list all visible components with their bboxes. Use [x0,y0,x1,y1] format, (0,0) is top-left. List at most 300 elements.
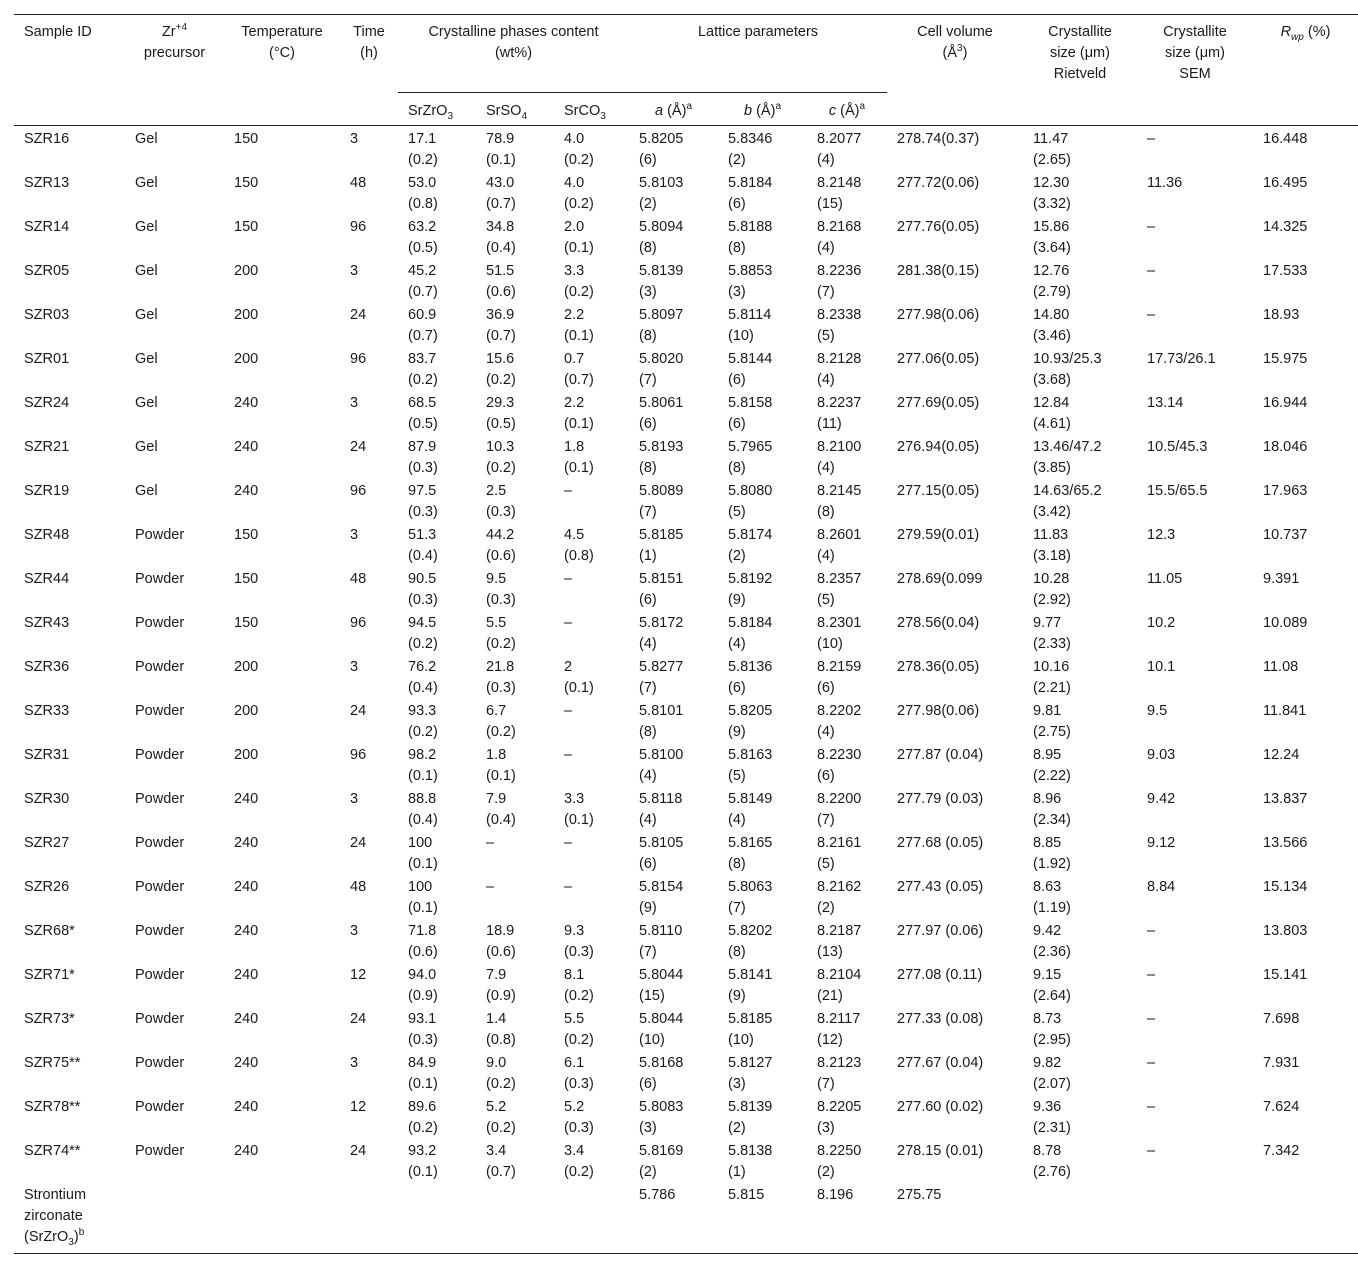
cell-a: 5.8110 (7) [639,923,683,960]
cell-srzro3: 94.5 (0.2) [408,615,438,652]
cell-id: SZR26 [24,879,70,895]
cell-sem: 11.05 [1147,571,1183,587]
cell-temp: 150 [234,175,259,191]
cell-rwp: 16.448 [1253,126,1358,174]
cell-time: 24 [350,439,367,455]
header-time: Time (h) [340,15,398,126]
cell-srco3: 3.3 (0.1) [564,791,594,828]
cell-prec: Gel [135,219,158,235]
cell-prec: Gel [135,439,158,455]
table-row [14,349,1358,393]
cell-srso4: 6.7 (0.2) [486,703,516,740]
cell-srso4: 21.8 (0.3) [486,659,516,696]
cell-c: 8.2168 (4) [817,219,862,256]
cell-srzro3: 45.2 (0.7) [408,263,438,300]
cell-sem: – [1147,1011,1156,1027]
cell-vol: 277.15(0.05) [897,483,980,499]
cell-id: SZR75** [24,1055,81,1071]
cell-time: 3 [350,659,359,675]
cell-sem: – [1147,967,1156,983]
cell-b: 5.8174 (2) [728,527,773,564]
cell-temp: 150 [224,126,340,174]
header-b: b (Å)$^a$ [744,101,781,119]
cell-time: 24 [350,307,367,323]
cell-id: SZR21 [24,439,70,455]
table-row [14,833,1358,877]
cell-rwp: 9.391 [1263,571,1300,587]
cell-riet: 11.47 (2.65) [1023,126,1137,174]
cell-id: SZR01 [24,351,70,367]
cell-rwp: 15.134 [1263,879,1308,895]
cell-c: 8.2117 (12) [817,1011,861,1048]
table-row [14,126,1358,174]
cell-empty [1137,1185,1253,1254]
cell-b: 5.8141 (9) [728,967,773,1004]
cell-temp: 240 [234,1143,259,1159]
cell-vol: 278.74(0.37) [887,126,1023,174]
table-row [14,965,1358,1009]
cell-id: SZR48 [24,527,70,543]
cell-vol: 277.67 (0.04) [897,1055,984,1071]
cell-vol: 277.08 (0.11) [897,967,983,983]
cell-temp: 240 [234,483,259,499]
cell-riet: 8.73 (2.95) [1033,1011,1071,1048]
cell-temp: 200 [234,351,259,367]
cell-id: SZR16 [14,126,125,174]
cell-sem: 12.3 [1147,527,1176,543]
cell-srso4: 44.2 (0.6) [486,527,516,564]
cell-srzro3: 89.6 (0.2) [408,1099,438,1136]
cell-b: 5.8205 (9) [728,703,773,740]
cell-sem: 9.03 [1147,747,1176,763]
cell-sem: 8.84 [1147,879,1176,895]
cell-srzro3: 71.8 (0.6) [408,923,438,960]
cell-sem: 13.14 [1147,395,1184,411]
cell-srco3: – [564,747,573,763]
cell-a: 5.8061 (6) [639,395,684,432]
cell-vol: 281.38(0.15) [897,263,980,279]
cell-srco3: 9.3 (0.3) [564,923,594,960]
table-row [14,1053,1358,1097]
cell-temp: 150 [234,527,259,543]
cell-srzro3: 90.5 (0.3) [408,571,438,608]
cell-riet: 12.76 (2.79) [1033,263,1071,300]
cell-b: 5.8202 (8) [728,923,773,960]
cell-id: SZR44 [24,571,70,587]
cell-reference-b: 5.815 [718,1185,807,1254]
cell-srzro3: 88.8 (0.4) [408,791,438,828]
cell-id: SZR68* [24,923,75,939]
cell-empty [125,1185,224,1254]
cell-srco3: 2.2 (0.1) [564,307,594,344]
cell-b: 5.8185 (10) [728,1011,773,1048]
cell-prec: Powder [135,703,185,719]
cell-temp: 150 [234,615,259,631]
cell-c: 8.2230 (6) [817,747,862,784]
cell-empty [340,1185,398,1254]
cell-a: 5.8044 (10) [639,1011,684,1048]
header-temperature: Temperature (°C) [224,15,340,126]
table-row [14,1097,1358,1141]
cell-srzro3: 94.0 (0.9) [408,967,438,1004]
cell-c: 8.2187 (13) [817,923,862,960]
cell-time: 96 [350,615,367,631]
cell-srso4: – [486,835,495,851]
header-sample-id: Sample ID [14,15,125,126]
cell-time: 96 [350,219,367,235]
cell-id: SZR71* [24,967,75,983]
cell-sem: – [1147,263,1156,279]
cell-a: 5.8089 (7) [639,483,684,520]
table-row [14,789,1358,833]
cell-empty [398,1185,476,1254]
cell-time: 3 [350,263,359,279]
cell-time: 24 [350,1143,367,1159]
cell-temp: 200 [234,659,259,675]
cell-prec: Powder [135,1099,185,1115]
cell-prec: Powder [135,835,185,851]
cell-vol: 278.69(0.099 [897,571,983,587]
cell-rwp: 13.837 [1263,791,1308,807]
cell-time: 3 [340,126,398,174]
results-table [14,14,1358,1254]
cell-rwp: 7.624 [1263,1099,1300,1115]
cell-vol: 277.06(0.05) [897,351,980,367]
cell-id: SZR24 [24,395,70,411]
cell-srco3: – [564,879,573,895]
cell-a: 5.8101 (8) [639,703,684,740]
header-srso4: SrSO$_4$ [486,103,528,122]
cell-b: 5.8192 (9) [728,571,773,608]
reference-row [14,1185,1358,1254]
cell-b: 5.8163 (5) [728,747,773,784]
cell-empty [476,1185,554,1254]
cell-riet: 8.85 (1.92) [1033,835,1071,872]
cell-prec: Gel [135,307,158,323]
cell-a: 5.8172 (4) [639,615,684,652]
cell-srso4: 5.5 (0.2) [486,615,516,652]
cell-a: 5.8094 (8) [639,219,684,256]
header-crystallite-sem: Crystallite size (μm) SEM [1137,15,1253,126]
cell-riet: 9.36 (2.31) [1033,1099,1071,1136]
cell-rwp: 17.533 [1263,263,1308,279]
cell-id: SZR33 [24,703,70,719]
cell-id: SZR03 [24,307,70,323]
cell-srzro3: 53.0 (0.8) [408,175,438,212]
cell-id: SZR74** [24,1143,81,1159]
cell-prec: Powder [135,923,185,939]
cell-b: 5.7965 (8) [728,439,773,476]
cell-a: 5.8100 (4) [639,747,684,784]
cell-c: 8.2205 (3) [817,1099,862,1136]
cell-c: 8.2128 (4) [817,351,862,388]
cell-riet: 10.93/25.3 (3.68) [1033,351,1102,388]
cell-srzro3: 93.1 (0.3) [408,1011,438,1048]
cell-id: SZR78** [24,1099,81,1115]
cell-srzro3: 100 (0.1) [408,879,438,916]
cell-srzro3: 83.7 (0.2) [408,351,438,388]
cell-srco3: 3.3 (0.2) [564,263,594,300]
cell-time: 24 [350,835,367,851]
cell-id: SZR73* [24,1011,75,1027]
cell-time: 96 [350,483,367,499]
cell-empty [1023,1185,1137,1254]
cell-rwp: 13.803 [1263,923,1308,939]
cell-rwp: 7.931 [1263,1055,1300,1071]
cell-vol: 277.68 (0.05) [897,835,984,851]
cell-temp: 240 [234,923,259,939]
table-row [14,305,1358,349]
cell-srzro3: 63.2 (0.5) [408,219,438,256]
cell-srso4: 36.9 (0.7) [486,307,516,344]
cell-a: 5.8083 (3) [639,1099,684,1136]
cell-vol: 277.43 (0.05) [897,879,984,895]
cell-a: 5.8103 (2) [639,175,684,212]
cell-c: 8.2100 (4) [817,439,862,476]
header-phases: Crystalline phases content (wt%) [398,15,629,93]
cell-a: 5.8169 (2) [639,1143,684,1180]
cell-b: 5.8080 (5) [728,483,773,520]
cell-reference-a: 5.786 [629,1185,718,1254]
cell-riet: 9.82 (2.07) [1033,1055,1071,1092]
cell-temp: 240 [234,879,259,895]
cell-time: 3 [350,791,359,807]
cell-id: SZR31 [24,747,70,763]
cell-srco3: – [564,571,573,587]
cell-riet: 12.30 (3.32) [1033,175,1071,212]
cell-time: 96 [350,747,367,763]
cell-c: 8.2237 (11) [817,395,862,432]
cell-srso4: 10.3 (0.2) [486,439,516,476]
cell-time: 48 [350,175,367,191]
cell-c: 8.2104 (21) [817,967,862,1004]
cell-vol: 279.59(0.01) [897,527,980,543]
cell-a: 5.8139 (3) [639,263,684,300]
cell-srco3: 6.1 (0.3) [564,1055,594,1092]
cell-rwp: 18.93 [1263,307,1300,323]
cell-prec: Powder [135,1055,185,1071]
cell-riet: 9.77 (2.33) [1033,615,1071,652]
cell-prec: Gel [135,263,158,279]
cell-id: SZR43 [24,615,70,631]
cell-c: 8.2250 (2) [817,1143,862,1180]
cell-a: 5.8168 (6) [639,1055,684,1092]
cell-sem: 17.73/26.1 [1147,351,1216,367]
cell-prec: Gel [135,175,158,191]
cell-empty [1253,1185,1358,1254]
cell-b: 5.8853 (3) [728,263,773,300]
cell-temp: 240 [234,1011,259,1027]
cell-sem: 9.42 [1147,791,1176,807]
cell-a: 5.8193 (8) [639,439,684,476]
cell-srco3: 4.5 (0.8) [564,527,594,564]
cell-id: SZR13 [24,175,70,191]
cell-rwp: 16.944 [1263,395,1308,411]
header-rwp: $R_{wp}$ (%) [1253,15,1358,126]
cell-rwp: 17.963 [1263,483,1308,499]
cell-vol: 278.15 (0.01) [897,1143,984,1159]
cell-vol: 277.97 (0.06) [897,923,984,939]
cell-c: 8.2145 (8) [817,483,862,520]
table-row [14,481,1358,525]
cell-vol: 277.72(0.06) [897,175,980,191]
cell-a: 5.8118 (4) [639,791,683,828]
cell-id: SZR30 [24,791,70,807]
cell-riet: 11.83 (3.18) [1033,527,1071,564]
cell-srso4: – [486,879,495,895]
cell-srso4: 3.4 (0.7) [486,1143,516,1180]
cell-srzro3: 87.9 (0.3) [408,439,438,476]
cell-srso4: 18.9 (0.6) [486,923,516,960]
header-srzro3: SrZrO$_3$ [408,103,454,122]
cell-srso4: 5.2 (0.2) [486,1099,516,1136]
cell-rwp: 7.342 [1263,1143,1300,1159]
cell-sem: – [1147,307,1156,323]
table-row [14,261,1358,305]
cell-temp: 150 [234,571,259,587]
cell-time: 12 [350,967,367,983]
table-row [14,1141,1358,1185]
cell-rwp: 18.046 [1263,439,1308,455]
cell-rwp: 12.24 [1263,747,1300,763]
cell-vol: 277.79 (0.03) [897,791,984,807]
cell-sem: 10.1 [1147,659,1176,675]
cell-riet: 9.81 (2.75) [1033,703,1071,740]
cell-c: 8.2123 (7) [817,1055,862,1092]
cell-vol: 278.36(0.05) [897,659,980,675]
cell-time: 48 [350,879,367,895]
cell-sem: – [1147,923,1156,939]
cell-srzro3: 93.3 (0.2) [408,703,438,740]
cell-vol: 277.98(0.06) [897,703,980,719]
cell-riet: 9.15 (2.64) [1033,967,1071,1004]
cell-temp: 240 [234,1099,259,1115]
cell-vol: 277.87 (0.04) [897,747,984,763]
cell-srzro3: 100 (0.1) [408,835,438,872]
cell-srso4: 34.8 (0.4) [486,219,516,256]
cell-vol: 277.60 (0.02) [897,1099,984,1115]
cell-srco3: 5.2 (0.3) [564,1099,594,1136]
cell-vol: 277.76(0.05) [897,219,980,235]
header-cell-volume: Cell volume $(Å^3)$ [887,15,1023,126]
cell-sem: – [1147,1099,1156,1115]
cell-prec: Gel [135,351,158,367]
cell-prec: Powder [135,1143,185,1159]
cell-time: 12 [350,1099,367,1115]
cell-prec: Gel [125,126,224,174]
cell-srzro3: 76.2 (0.4) [408,659,438,696]
cell-prec: Powder [135,659,185,675]
cell-srzro3: 51.3 (0.4) [408,527,438,564]
cell-reference-id: Strontium zirconate (SrZrO$_3$)$^b$ [14,1185,125,1254]
cell-rwp: 11.08 [1263,659,1299,675]
cell-riet: 9.42 (2.36) [1033,923,1071,960]
cell-rwp: 7.698 [1263,1011,1300,1027]
cell-riet: 15.86 (3.64) [1033,219,1071,256]
cell-rwp: 13.566 [1263,835,1308,851]
cell-srso4: 15.6 (0.2) [486,351,516,388]
cell-srco3: 1.8 (0.1) [564,439,594,476]
cell-riet: 8.78 (2.76) [1033,1143,1071,1180]
cell-srzro3: 93.2 (0.1) [408,1143,438,1180]
cell-srzro3: 60.9 (0.7) [408,307,438,344]
cell-rwp: 11.841 [1263,703,1307,719]
cell-b: 5.8149 (4) [728,791,773,828]
cell-temp: 240 [234,395,259,411]
cell-b: 5.8063 (7) [728,879,773,916]
cell-riet: 8.95 (2.22) [1033,747,1071,784]
table-row [14,657,1358,701]
cell-riet: 13.46/47.2 (3.85) [1033,439,1102,476]
cell-c: 8.2236 (7) [817,263,862,300]
table-row [14,437,1358,481]
table-row [14,569,1358,613]
cell-a: 5.8154 (9) [639,879,684,916]
cell-rwp: 16.495 [1263,175,1308,191]
cell-a: 5.8097 (8) [639,307,684,344]
cell-srzro3: 68.5 (0.5) [408,395,438,432]
cell-srco3: 0.7 (0.7) [564,351,594,388]
cell-id: SZR05 [24,263,70,279]
cell-b: 5.8165 (8) [728,835,773,872]
cell-c: 8.2202 (4) [817,703,862,740]
cell-b: 5.8127 (3) [728,1055,773,1092]
cell-temp: 200 [234,747,259,763]
cell-a: 5.8105 (6) [639,835,684,872]
cell-rwp: 14.325 [1263,219,1308,235]
cell-time: 24 [350,1011,367,1027]
table-row [14,1009,1358,1053]
cell-id: SZR36 [24,659,70,675]
cell-prec: Powder [135,1011,185,1027]
cell-vol: 277.69(0.05) [897,395,980,411]
cell-srso4: 7.9 (0.9) [486,967,516,1004]
cell-b: 5.8184 (6) [728,175,773,212]
cell-srzro3: 97.5 (0.3) [408,483,438,520]
cell-srso4: 51.5 (0.6) [486,263,516,300]
cell-id: SZR19 [24,483,70,499]
cell-sem: – [1147,1055,1156,1071]
cell-time: 3 [350,923,359,939]
cell-prec: Powder [135,615,185,631]
cell-vol: 276.94(0.05) [897,439,980,455]
cell-prec: Gel [135,395,158,411]
cell-temp: 240 [234,791,259,807]
cell-rwp: 10.737 [1263,527,1308,543]
cell-srzro3: 98.2 (0.1) [408,747,438,784]
cell-vol: 277.98(0.06) [897,307,980,323]
table-row [14,393,1358,437]
cell-prec: Powder [135,527,185,543]
cell-srzro3: 17.1 (0.2) [398,126,476,174]
cell-rwp: 15.141 [1263,967,1308,983]
cell-b: 5.8346 (2) [718,126,807,174]
table-row [14,173,1358,217]
cell-riet: 10.28 (2.92) [1033,571,1071,608]
cell-b: 5.8139 (2) [728,1099,773,1136]
cell-sem: 10.2 [1147,615,1176,631]
cell-b: 5.8138 (1) [728,1143,773,1180]
header-a: a (Å)$^a$ [655,101,692,119]
cell-riet: 8.96 (2.34) [1033,791,1071,828]
cell-riet: 12.84 (4.61) [1033,395,1071,432]
cell-srco3: 2.0 (0.1) [564,219,594,256]
cell-temp: 240 [234,439,259,455]
cell-id: SZR27 [24,835,70,851]
cell-srco3: – [564,483,573,499]
cell-srco3: – [564,703,573,719]
cell-rwp: 10.089 [1263,615,1308,631]
